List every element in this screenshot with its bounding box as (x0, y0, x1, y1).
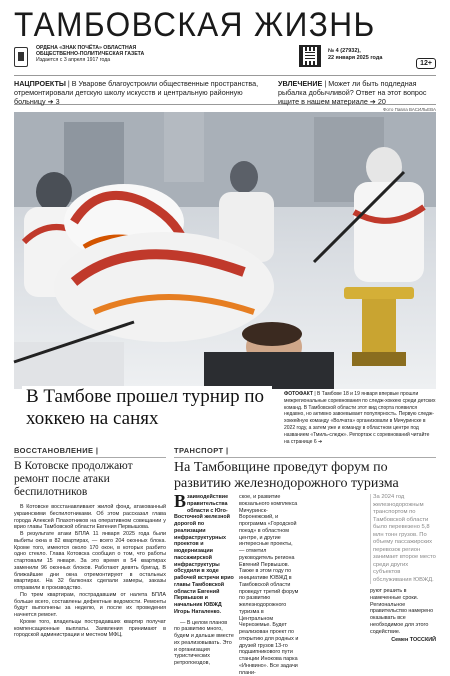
hero-photo (14, 112, 436, 389)
masthead-subtitle (14, 45, 274, 64)
issue-number: № 4 (27932), (328, 48, 361, 54)
masthead (14, 8, 436, 70)
article-kotovsk-body (14, 504, 166, 639)
railway-quote: За 2024 год железнодорожным транспортом по Тамбовской области было перевезено 5,8 млн тонн грузов. По объему пассажирских перевозок регион занимает второе место среди других субъектов обслуживания ЮВЖД. (370, 494, 436, 584)
railway-column-1 (174, 491, 234, 667)
article-railway-forum (174, 460, 436, 676)
paragraph: В результате атаки БПЛА 11 января 2025 года были выбиты окна в 82 квартирах, — всего 204 оконных блока. Кроме того, имеются около 170 окон, в которых разбито одно стекло. Глава Котовска сообщил о том, что работы стартовали 15 января. За это время в 54 квартирах заменили 96 оконных блоков. Работают девять бригад. В ближайшие дни окна отремонтируют в остальных квартирах. На 32 балконах сделали замеры, заказы отправили в производство. (14, 531, 166, 591)
teaser-left-text: | В Уварове благоустроили общественные пространства, отремонтировали детскую школу искусств и центральную районную больницу ➔ 3 (14, 79, 259, 107)
article-kotovsk (14, 460, 166, 639)
railway-column-2 (239, 494, 299, 676)
issue-date: 22 января 2025 года (328, 55, 383, 61)
photo-caption (284, 391, 436, 445)
paragraph: — В целом планов по развитию много, будем и дальше вместе их реализовывать. Это и организация туристических ретропоездов, (174, 619, 234, 666)
article-author: Семен ТОССКИЙ (391, 637, 436, 644)
article-kotovsk-title[interactable]: В Котовске продолжают ремонт после атаки беспилотников (14, 460, 133, 498)
photo-credit: Фото Павла ВАСИЛЬЕВА (383, 107, 436, 112)
teaser-hobby[interactable] (278, 79, 436, 107)
newspaper-title: ТАМБОВСКАЯ ЖИЗНЬ (14, 6, 376, 44)
teaser-right-text: | Может ли быть подледная рыбалка добычливой? Ответ на этот вопрос ищите в нашем материале ➔ 20 (278, 79, 427, 107)
article-railway-title[interactable]: На Тамбовщине проведут форум по развитию железнодорожного туризма (174, 460, 399, 491)
railway-column-4 (370, 494, 436, 644)
teaser-right-label: УВЛЕЧЕНИЕ (278, 79, 323, 88)
masthead-sub-line3: Издается с 3 апреля 1917 года (36, 57, 111, 64)
paragraph: руют решить в намеченные сроки. Региональное правительство намерено оказывать все необходимое для этого содействие. (370, 588, 434, 635)
teaser-bar (14, 75, 436, 105)
qr-code-icon[interactable] (299, 45, 321, 67)
age-rating-badge: 12+ (416, 58, 436, 69)
teaser-left-label: НАЦПРОЕКТЫ (14, 79, 66, 88)
issue-info (328, 48, 382, 62)
railway-lead-bold: заимодействие правительства области с Юго-Восточной железной дорогой по реализации инфраструктурных проектов и модернизации пассажирской инфраструктуры обсудили в ходе рабочей встречи врио главы Тамбовской области Евгений Первышов и начальник ЮВЖД Игорь Наталенко. (174, 494, 234, 615)
hero-headline[interactable]: В Тамбове прошел турнир по хоккею на санях (22, 386, 272, 430)
sledge-hockey-photo (14, 112, 436, 389)
section-label-transport: ТРАНСПОРТ | (174, 446, 436, 458)
masthead-sub-line1: ОРДЕНА «ЗНАК ПОЧЁТА» ОБЛАСТНАЯ (36, 45, 137, 51)
dropcap: В (174, 491, 187, 511)
masthead-sub-line2: ОБЩЕСТВЕННО-ПОЛИТИЧЕСКАЯ ГАЗЕТА (36, 51, 145, 58)
caption-text: | В Тамбове 18 и 19 января впервые прошли межрегиональные соревнования по следж-хоккею среди детских команд. В Тамбовской области этот вид спорта появился недавно, но активно завоевывает популярность. Первую следж-хоккейную команду «Волчата» организовали в Мичуринске в 2022 году, а затем уже и команду в областном центре под названием «Тмиль-следж». Репортаж с соревнований читайте на странице 6 ➔ (284, 391, 436, 445)
paragraph: ское, и развитие вокзального комплекса Мичуринск-Воронежский, и программа «Городской поезд» в областном центре, и другие интересные проекты, — отметил руководитель региона Евгений Первышов. Также в этом году по инициативе ЮВЖД в Тамбовской области проведут третий форум по развитию железнодорожного туризма в Центральном Черноземье. Будет реализован проект по открытию для родных и друзей грузов 13-го подшипникового пути станции Инокова парка «Иннвино». Все задачи плани- (239, 494, 299, 676)
paragraph: В Котовске восстанавливают жилой фонд, атакованный украинскими беспилотниками. Об этом рассказал глава города Алексей Плахотников на оперативном совещании у врио главы Тамбовской области Евгения Первышова. (14, 504, 166, 531)
paragraph: Кроме того, владельцы пострадавших квартир получат компенсационные выплаты. Заявления принимают в городской администрации и местном МФЦ. (14, 618, 166, 639)
caption-label: ФОТОФАКТ (284, 391, 313, 397)
teaser-natsprojects[interactable] (14, 79, 270, 107)
order-emblem-icon (14, 47, 28, 67)
section-label-restoration: ВОССТАНОВЛЕНИЕ | (14, 446, 166, 458)
paragraph: По трем квартирам, пострадавшим от налета БПЛА больше всего, составлены дефектные ведомости. Ремонты будут выполнены за неделю, и после их проведения начнется ремонт. (14, 591, 166, 618)
